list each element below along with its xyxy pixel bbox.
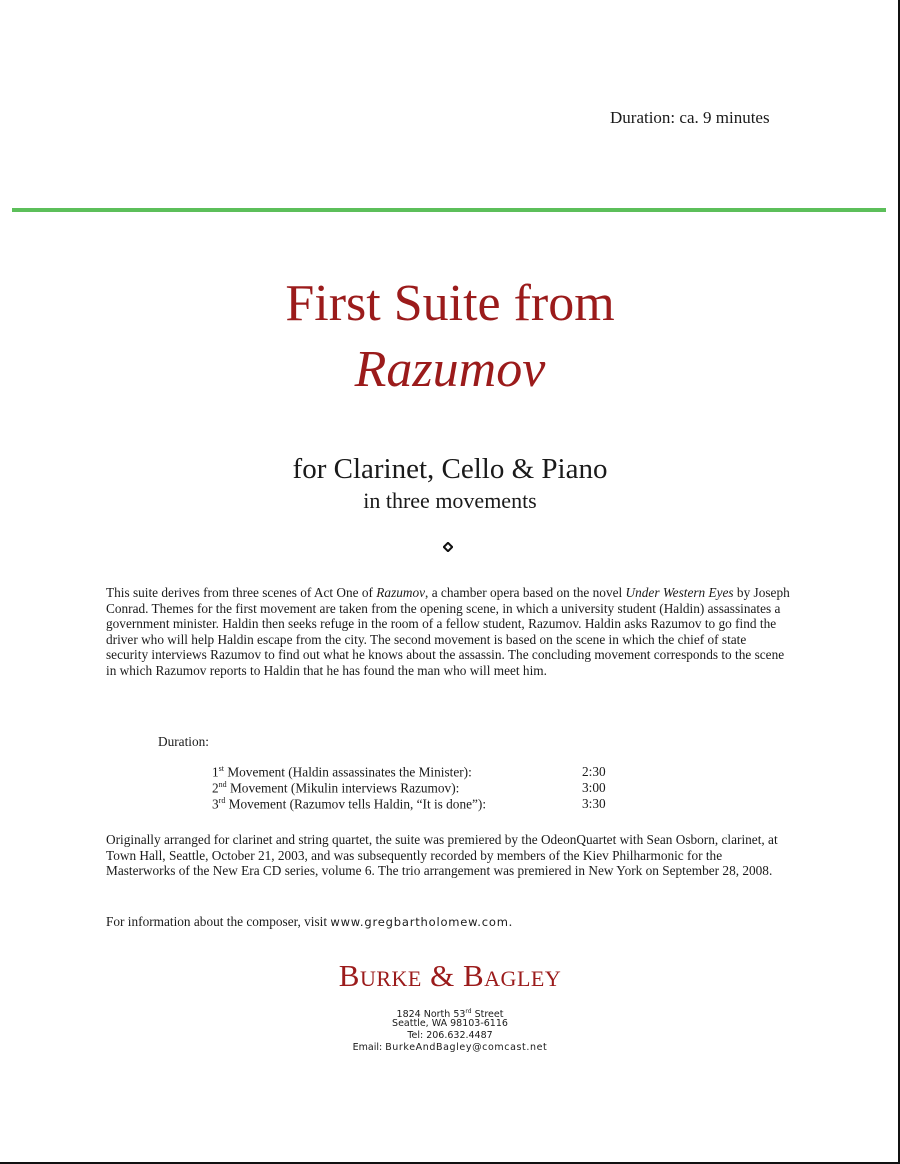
opera-title: Razumov <box>376 585 426 600</box>
info-end: . <box>508 914 513 929</box>
street-suffix: Street <box>471 1009 504 1021</box>
publisher-initial: B <box>338 958 360 993</box>
green-divider <box>12 208 886 212</box>
title-line-2: Razumov <box>354 341 546 398</box>
movement-row <box>212 796 632 812</box>
diamond-ornament-icon <box>443 542 453 552</box>
publisher-city: Seattle, WA 98103-6116 <box>392 1018 508 1029</box>
movement-ordinal: st <box>218 764 224 773</box>
publisher-smallcaps: AGLEY <box>484 966 562 991</box>
publisher-name <box>0 958 900 994</box>
movement-number: 1 <box>212 764 219 780</box>
premiere-paragraph: Originally arranged for clarinet and string quartet, the suite was premiered by the OdeonQuartet with Sean Osborn, clarinet, at Town Hall, Seattle, October 21, 2003, and was subsequently recorded by members of the Kiev Philharmonic for the Masterworks of the New Era CD series, volume 6. The trio arrangement was premiered in New York on September 28, 2008. <box>106 832 778 878</box>
durations-label: Duration: <box>158 734 209 749</box>
description-part-2: , a chamber opera based on the novel <box>425 585 626 600</box>
description-part-1: This suite derives from three scenes of Act One of <box>106 585 377 600</box>
publisher-ampersand: & <box>421 958 463 993</box>
publisher-phone: Tel: 206.632.4487 <box>407 1030 493 1041</box>
instrumentation: for Clarinet, Cello & Piano <box>292 453 608 485</box>
movement-time: 2:30 <box>582 764 606 779</box>
email-link[interactable]: BurkeAndBagley@comcast.net <box>385 1042 548 1053</box>
street-number: 1824 North 53 <box>396 1009 466 1021</box>
composer-website-link[interactable]: www.gregbartholomew.com <box>330 915 509 929</box>
movement-number: 2 <box>212 780 219 796</box>
total-duration: Duration: ca. 9 minutes <box>610 108 770 127</box>
novel-title: Under Western Eyes <box>625 585 734 600</box>
movement-row <box>212 780 632 796</box>
description-part-3: by Joseph Conrad. Themes for the first movement are taken from the opening scene, in which a university student (Haldin) assassinates a government minister. Haldin then seeks refuge in the room of a fellow student, Razumov. Haldin asks Razumov to go find the driver who will help Haldin escape from the city. The second movement is based on the scene in which the chief of state security interviews Razumov to find out what he knows about the assassin. The concluding movement corresponds to the scene in which Razumov reports to Haldin that he has found the man who will meet him. <box>106 585 790 678</box>
movement-count: in three movements <box>363 488 537 513</box>
title-line-1: First Suite from <box>285 275 615 332</box>
movement-row <box>212 764 632 780</box>
movement-time: 3:00 <box>582 780 606 795</box>
email-label: Email: <box>352 1042 386 1053</box>
movement-title: Movement (Razumov tells Haldin, “It is done”): <box>225 796 487 812</box>
movement-ordinal: rd <box>218 796 226 805</box>
info-text: For information about the composer, visit <box>106 914 331 929</box>
publisher-initial: B <box>462 958 485 993</box>
movement-ordinal: nd <box>218 780 227 789</box>
composer-info <box>106 914 512 930</box>
movement-number: 3 <box>212 796 219 812</box>
movement-title: Movement (Haldin assassinates the Minister): <box>224 764 472 780</box>
publisher-smallcaps: URKE <box>359 966 422 991</box>
street-ordinal: rd <box>465 1008 472 1015</box>
publisher-email <box>0 1042 900 1053</box>
description-paragraph <box>106 585 790 678</box>
movement-title: Movement (Mikulin interviews Razumov): <box>226 780 460 796</box>
movement-time: 3:30 <box>582 796 606 811</box>
